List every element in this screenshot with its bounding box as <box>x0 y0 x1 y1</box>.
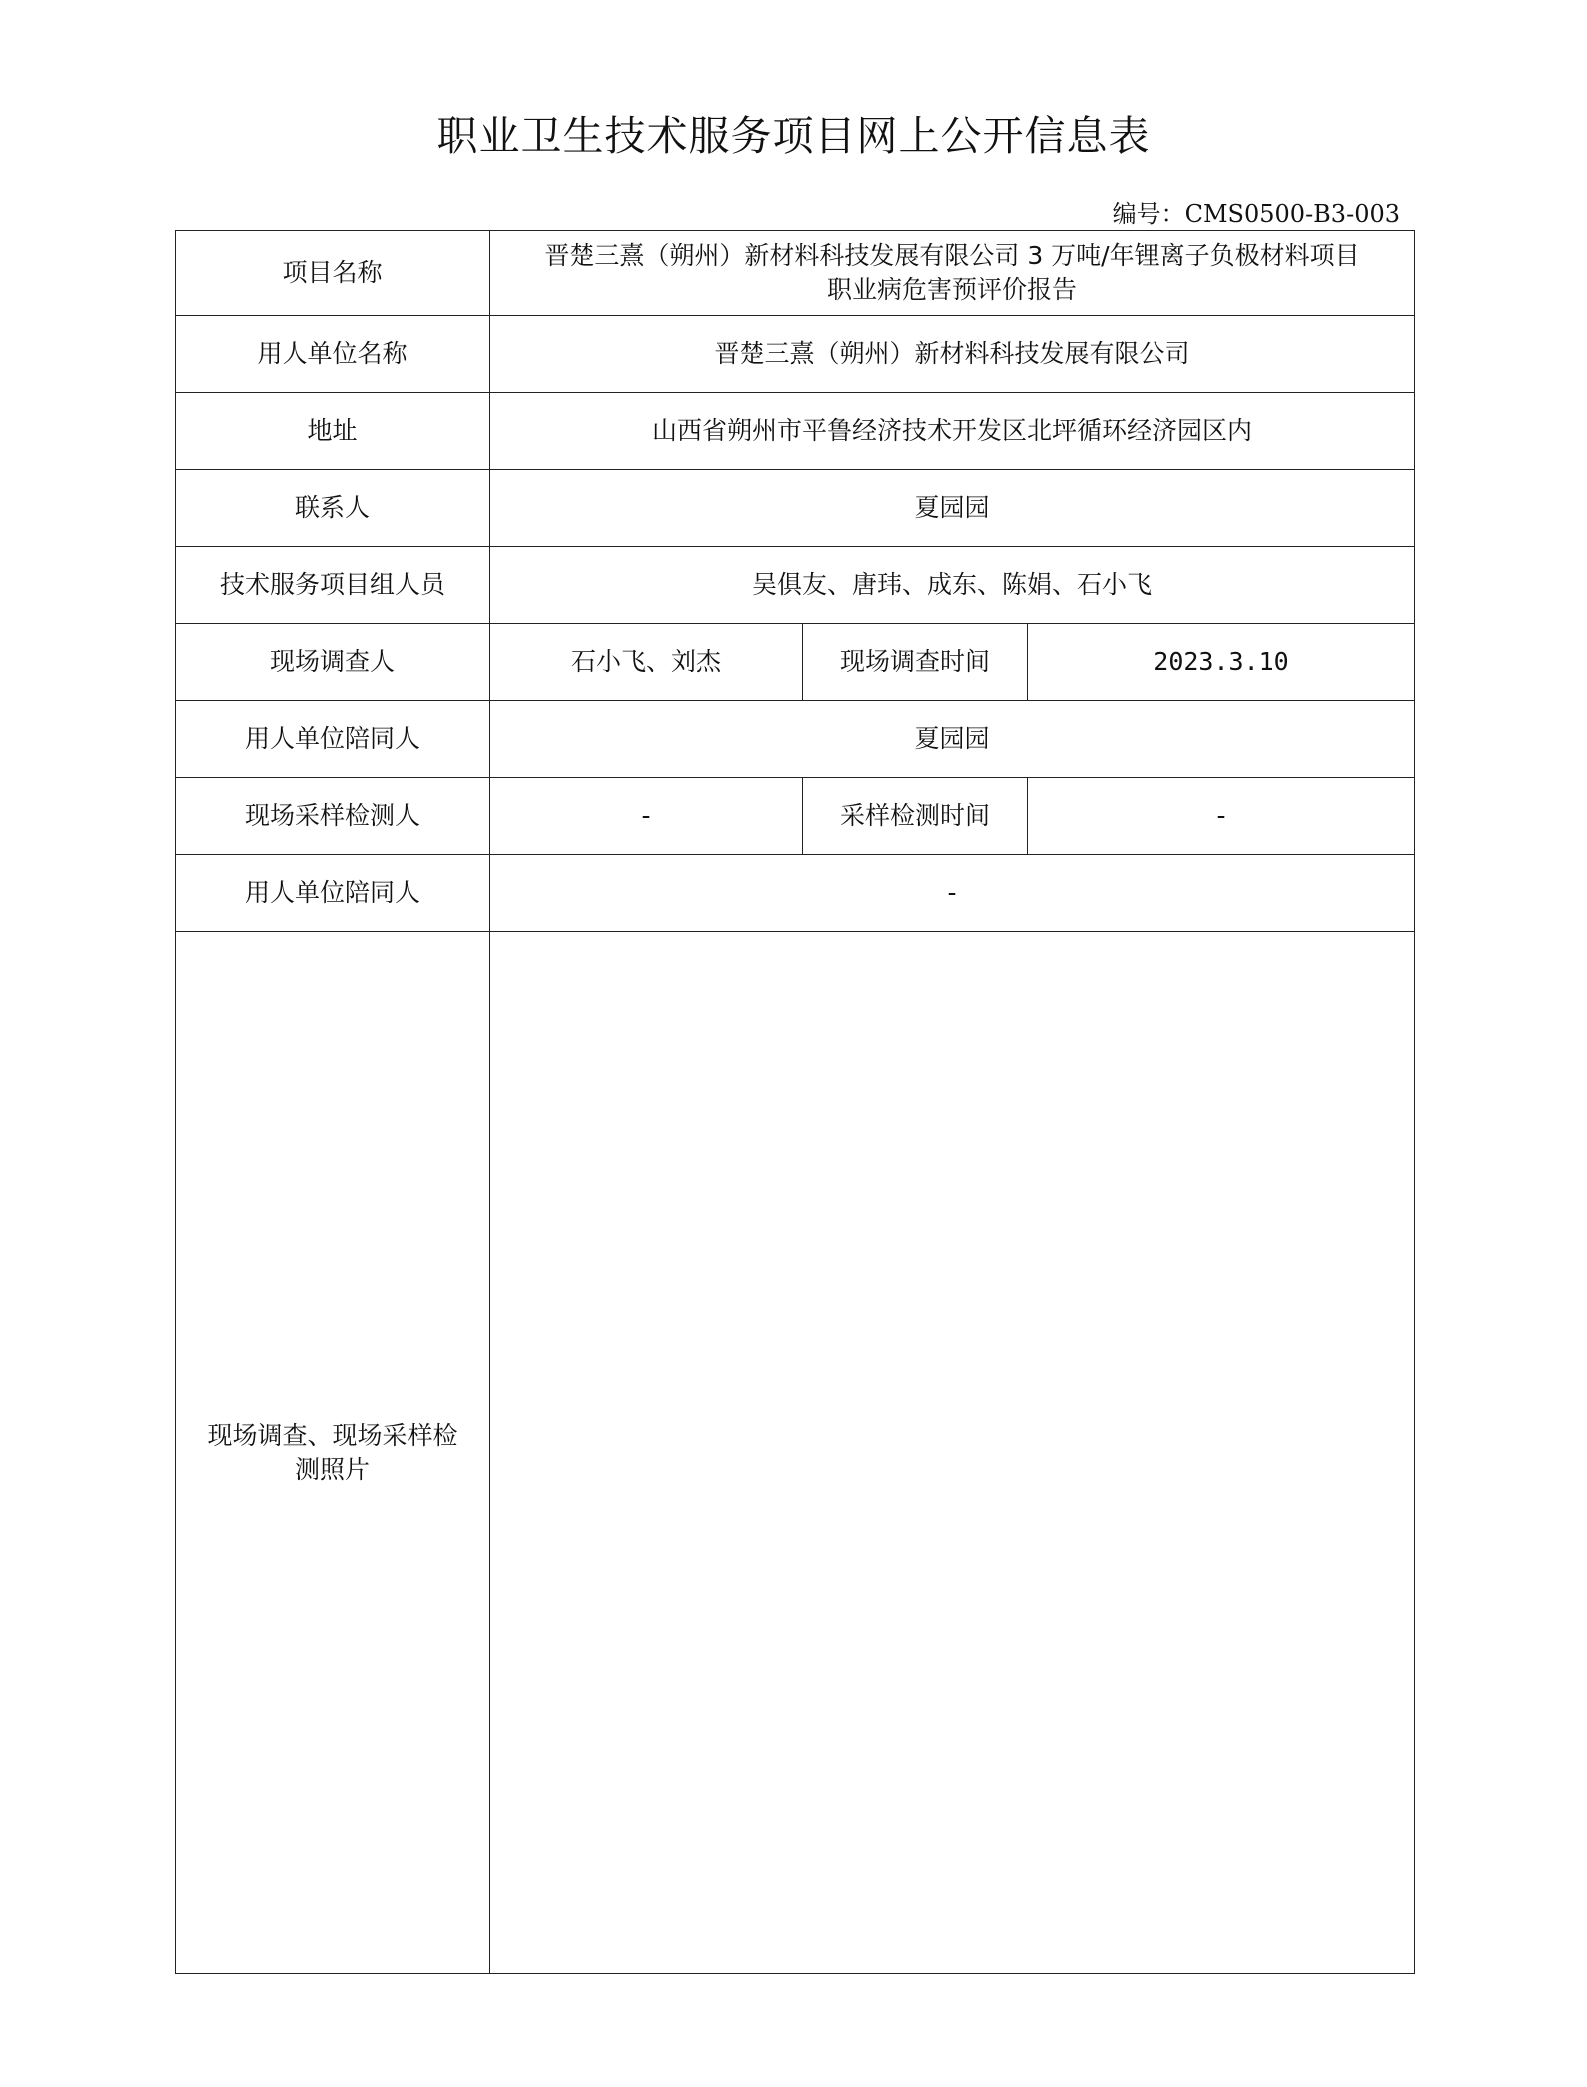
sampler-label: 现场采样检测人 <box>176 778 490 855</box>
photos-label-line2: 测照片 <box>294 1454 370 1484</box>
site-investigator-value: 石小飞、刘杰 <box>490 624 803 701</box>
sampling-time-value: - <box>1028 778 1415 855</box>
employer-escort-label: 用人单位陪同人 <box>176 701 490 778</box>
employer-escort2-label: 用人单位陪同人 <box>176 855 490 932</box>
row-sampling <box>176 778 1415 855</box>
row-contact <box>176 470 1415 547</box>
project-name-label: 项目名称 <box>176 231 490 316</box>
row-site-investigation <box>176 624 1415 701</box>
site-investigation-time-label: 现场调查时间 <box>803 624 1028 701</box>
team-value: 吴俱友、唐玮、成东、陈娟、石小飞 <box>490 547 1415 624</box>
address-value: 山西省朔州市平鲁经济技术开发区北坪循环经济园区内 <box>490 393 1415 470</box>
photos-label-line1: 现场调查、现场采样检 <box>207 1420 458 1450</box>
employer-name-label: 用人单位名称 <box>176 316 490 393</box>
address-label: 地址 <box>176 393 490 470</box>
contact-value: 夏园园 <box>490 470 1415 547</box>
project-name-line2: 职业病危害预评价报告 <box>826 275 1077 304</box>
employer-name-value: 晋楚三熹（朔州）新材料科技发展有限公司 <box>490 316 1415 393</box>
row-employer-escort <box>176 701 1415 778</box>
project-name-value <box>490 231 1415 316</box>
contact-label: 联系人 <box>176 470 490 547</box>
photos-area <box>490 932 1415 1974</box>
team-label: 技术服务项目组人员 <box>176 547 490 624</box>
row-employer-name <box>176 316 1415 393</box>
row-employer-escort-2 <box>176 855 1415 932</box>
row-project-name <box>176 231 1415 316</box>
photos-label <box>176 932 490 1974</box>
project-name-line1: 晋楚三熹（朔州）新材料科技发展有限公司 3 万吨/年锂离子负极材料项目 <box>544 241 1360 270</box>
sampler-value: - <box>490 778 803 855</box>
site-investigator-label: 现场调查人 <box>176 624 490 701</box>
document-title: 职业卫生技术服务项目网上公开信息表 <box>436 112 1151 160</box>
row-address <box>176 393 1415 470</box>
info-table <box>175 230 1415 1974</box>
employer-escort2-value: - <box>490 855 1415 932</box>
employer-escort-value: 夏园园 <box>490 701 1415 778</box>
document-number: 编号：CMS0500-B3-003 <box>1112 200 1400 228</box>
sampling-time-label: 采样检测时间 <box>803 778 1028 855</box>
site-investigation-time-value: 2023.3.10 <box>1028 624 1415 701</box>
row-photos <box>176 932 1415 1974</box>
row-team <box>176 547 1415 624</box>
